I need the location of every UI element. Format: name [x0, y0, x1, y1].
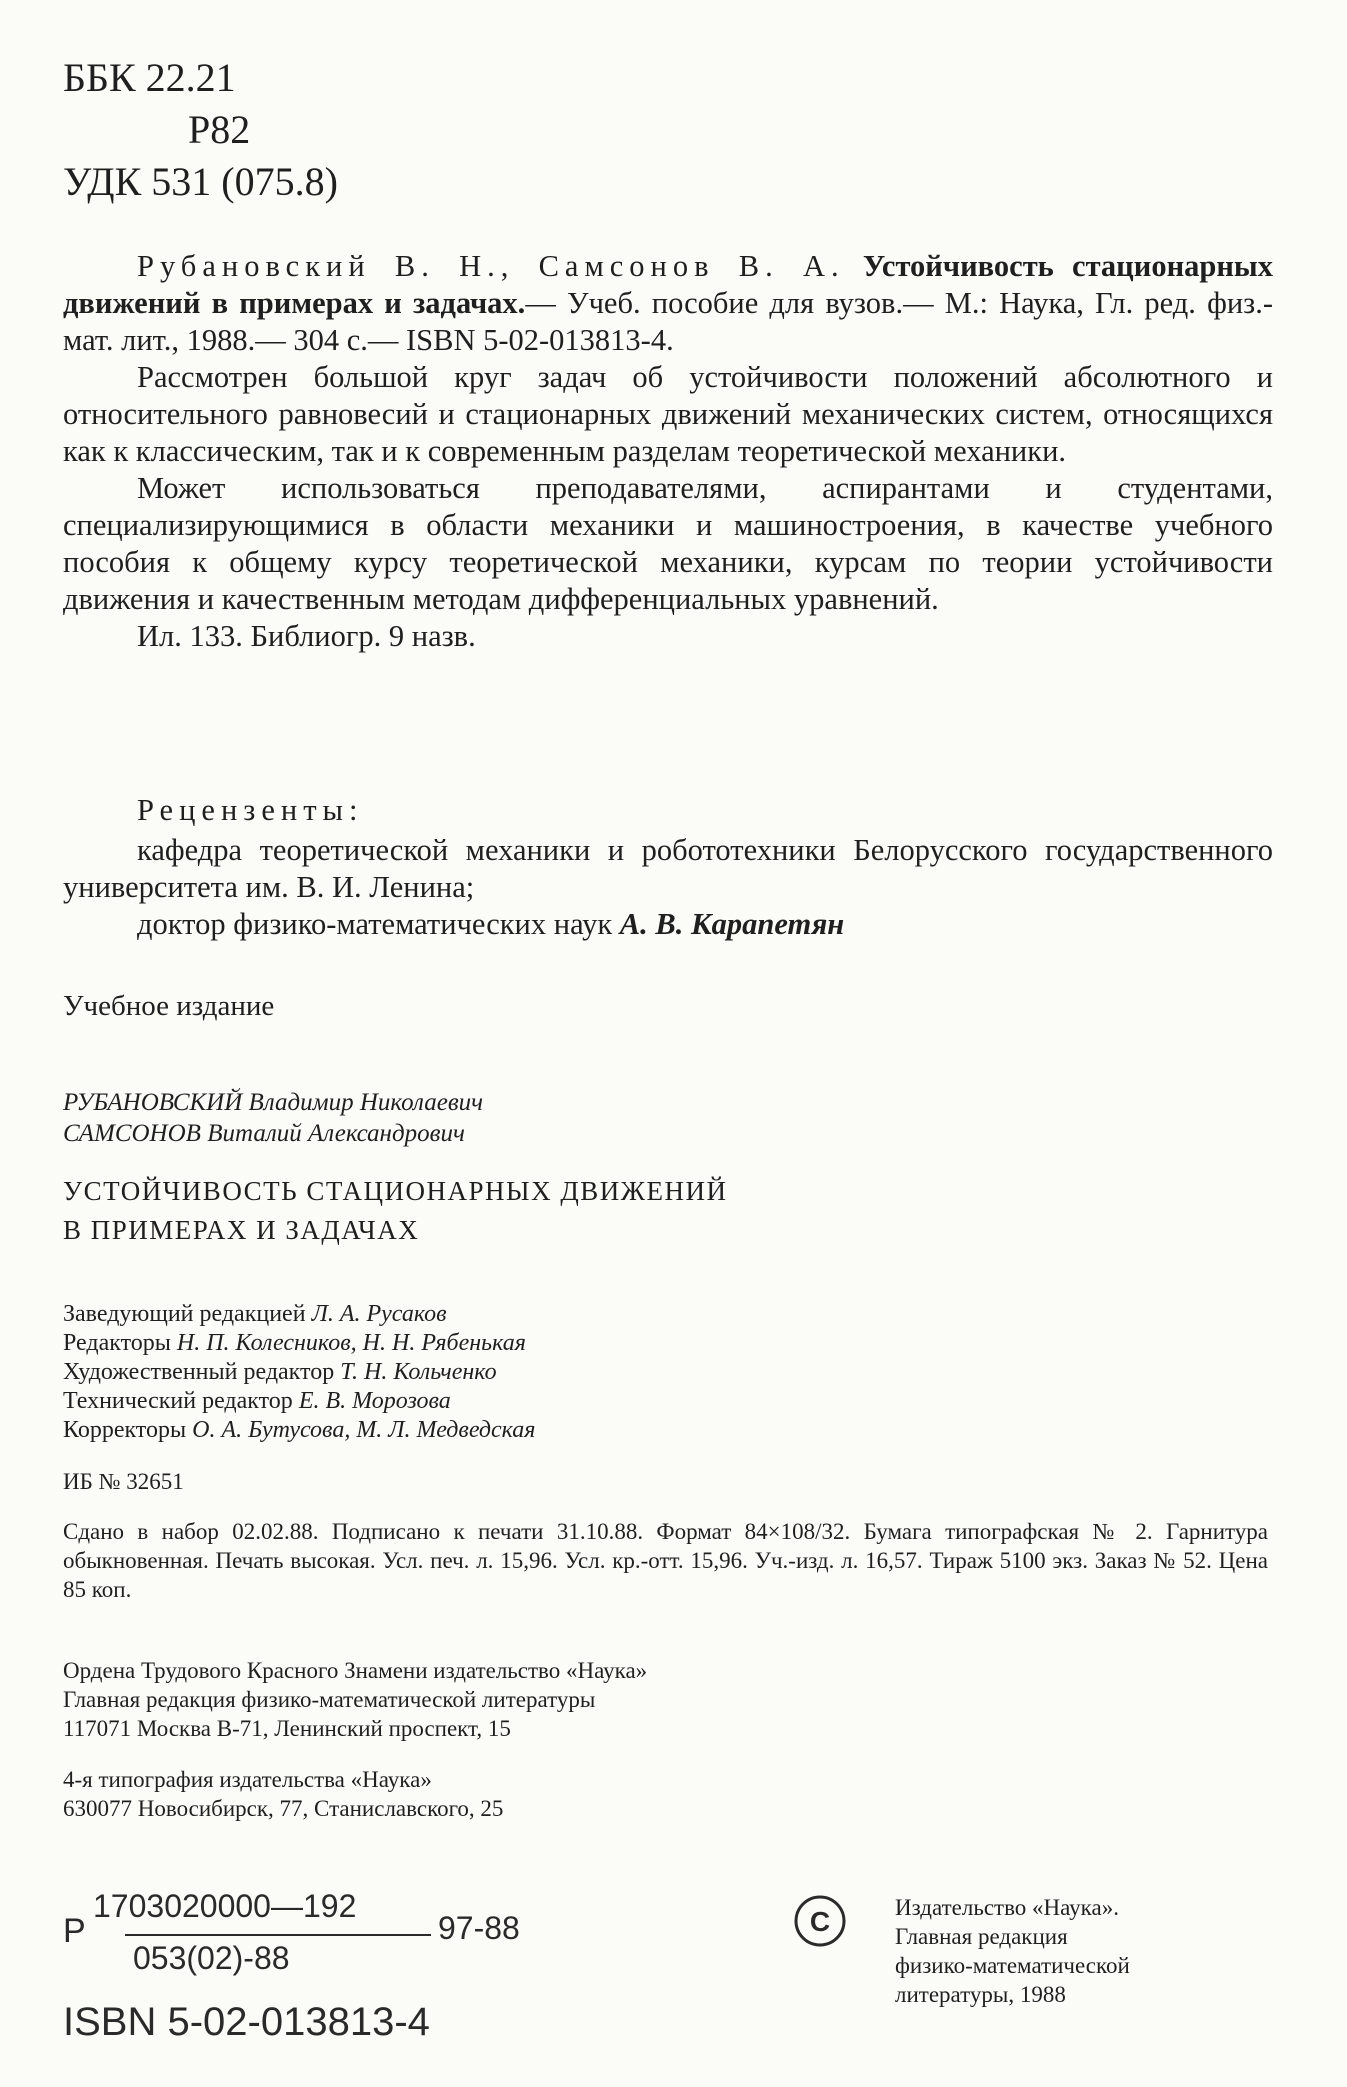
author-name: Владимир Николаевич	[248, 1089, 484, 1116]
copyright-line: физико-математической	[895, 1953, 1130, 1978]
author-surname: САМСОНОВ	[63, 1120, 201, 1147]
printer-line: 4-я типография издательства «Наука»	[63, 1767, 432, 1792]
copyright-line: литературы, 1988	[895, 1982, 1066, 2007]
reviewers-heading: Рецензенты:	[137, 793, 364, 827]
index-denominator: 053(02)-88	[133, 1940, 290, 1976]
publisher-line: Главная редакция физико-математической литературы	[63, 1687, 596, 1712]
bbk-code: ББК 22.21	[63, 55, 236, 100]
staff-names: Т. Н. Кольченко	[340, 1359, 497, 1385]
index-fraction-bar	[125, 1934, 431, 1936]
reviewers-block	[63, 832, 1273, 943]
editorial-staff	[63, 1300, 535, 1445]
staff-line	[63, 1300, 535, 1329]
author-mark: Р82	[188, 107, 251, 152]
index-numerator: 1703020000—192	[93, 1888, 357, 1924]
reviewer-2-name: А. В. Карапетян	[619, 907, 845, 941]
staff-role: Редакторы	[63, 1330, 177, 1356]
staff-role: Технический редактор	[63, 1388, 299, 1414]
staff-names: Л. А. Русаков	[311, 1301, 447, 1327]
reviewer-1: кафедра теоретической механики и робототехники Белорусского государственного университета им. В. И. Ленина;	[63, 833, 1273, 904]
printer-line: 630077 Новосибирск, 77, Станиславского, 25	[63, 1796, 504, 1821]
book-title-line-1: УСТОЙЧИВОСТЬ СТАЦИОНАРНЫХ ДВИЖЕНИЙ	[63, 1176, 728, 1206]
index-letter: Р	[63, 1912, 86, 1950]
isbn: ISBN 5-02-013813-4	[63, 2000, 430, 2044]
record-imprint: — Учеб. пособие для вузов.— М.: Наука, Гл. ред. физ.-мат. лит., 1988.— 304 с.— ISBN 5-02-013813-4.	[63, 286, 1274, 357]
author-line	[63, 1087, 483, 1118]
author-line	[63, 1118, 483, 1149]
staff-role: Корректоры	[63, 1417, 193, 1443]
author-surname: РУБАНОВСКИЙ	[63, 1089, 243, 1116]
staff-line	[63, 1358, 535, 1387]
classification-block	[63, 52, 338, 208]
staff-names: Е. В. Морозова	[298, 1388, 451, 1414]
publisher-block	[63, 1656, 647, 1743]
copyright-line: Издательство «Наука».	[895, 1895, 1119, 1920]
copyright-icon	[792, 1893, 848, 1949]
authors-full	[63, 1087, 483, 1149]
staff-line	[63, 1416, 535, 1445]
printer-block	[63, 1765, 503, 1823]
book-title-line-2: В ПРИМЕРАХ И ЗАДАЧАХ	[63, 1215, 420, 1245]
book-title	[63, 1172, 727, 1250]
abstract-paragraph-1: Рассмотрен большой круг задач об устойчивости положений абсолютного и относительного равновесий и стационарных движений механических систем, относящихся как к классическим, так и к современным разделам теоретической механики.	[63, 360, 1273, 468]
technical-info-text: Сдано в набор 02.02.88. Подписано к печати 31.10.88. Формат 84×108/32. Бумага типографская № 2. Гарнитура обыкновенная. Печать высокая. Усл. печ. л. 15,96. Усл. кр.-отт. 15,96. Уч.-изд. л. 16,57. Тираж 5100 экз. Заказ № 52. Цена 85 коп.	[63, 1519, 1268, 1602]
staff-line	[63, 1329, 535, 1358]
copyright-line: Главная редакция	[895, 1924, 1068, 1949]
record-title: Устойчивость стационарных движений в примерах и задачах.	[63, 249, 1273, 320]
abstract-paragraph-2: Может использоваться преподавателями, аспирантами и студентами, специализирующимися в области механики и машиностроения, в качестве учебного пособия к общему курсу теоретической механики, курсам по теории устойчивости движения и качественным методам дифференциальных уравнений.	[63, 471, 1273, 616]
staff-role: Художественный редактор	[63, 1359, 341, 1385]
record-authors: Рубановский В. Н., Самсонов В. А.	[137, 249, 845, 283]
index-suffix: 97-88	[438, 1910, 520, 1946]
author-name: Виталий Александрович	[207, 1120, 465, 1147]
udk-code: УДК 531 (075.8)	[63, 159, 338, 204]
publisher-line: 117071 Москва В-71, Ленинский проспект, 15	[63, 1716, 511, 1741]
staff-names: О. А. Бутусова, М. Л. Медведская	[192, 1417, 536, 1443]
reviewer-2	[63, 906, 1273, 943]
staff-names: Н. П. Колесников, Н. Н. Рябенькая	[176, 1330, 526, 1356]
ib-number: ИБ № 32651	[63, 1469, 184, 1494]
copyright-notice	[895, 1893, 1130, 2009]
staff-role: Заведующий редакцией	[63, 1301, 312, 1327]
edition-type: Учебное издание	[63, 990, 275, 1022]
staff-line	[63, 1387, 535, 1416]
abstract-paragraph-3: Ил. 133. Библиогр. 9 назв.	[137, 619, 476, 653]
bibliographic-record	[63, 248, 1273, 359]
publisher-line: Ордена Трудового Красного Знамени издательство «Наука»	[63, 1658, 648, 1683]
reviewer-2-title: доктор физико-математических наук	[137, 907, 620, 941]
technical-info	[63, 1517, 1268, 1604]
copyright-symbol: C	[809, 1906, 831, 1937]
bibliographic-abstract	[63, 248, 1273, 655]
